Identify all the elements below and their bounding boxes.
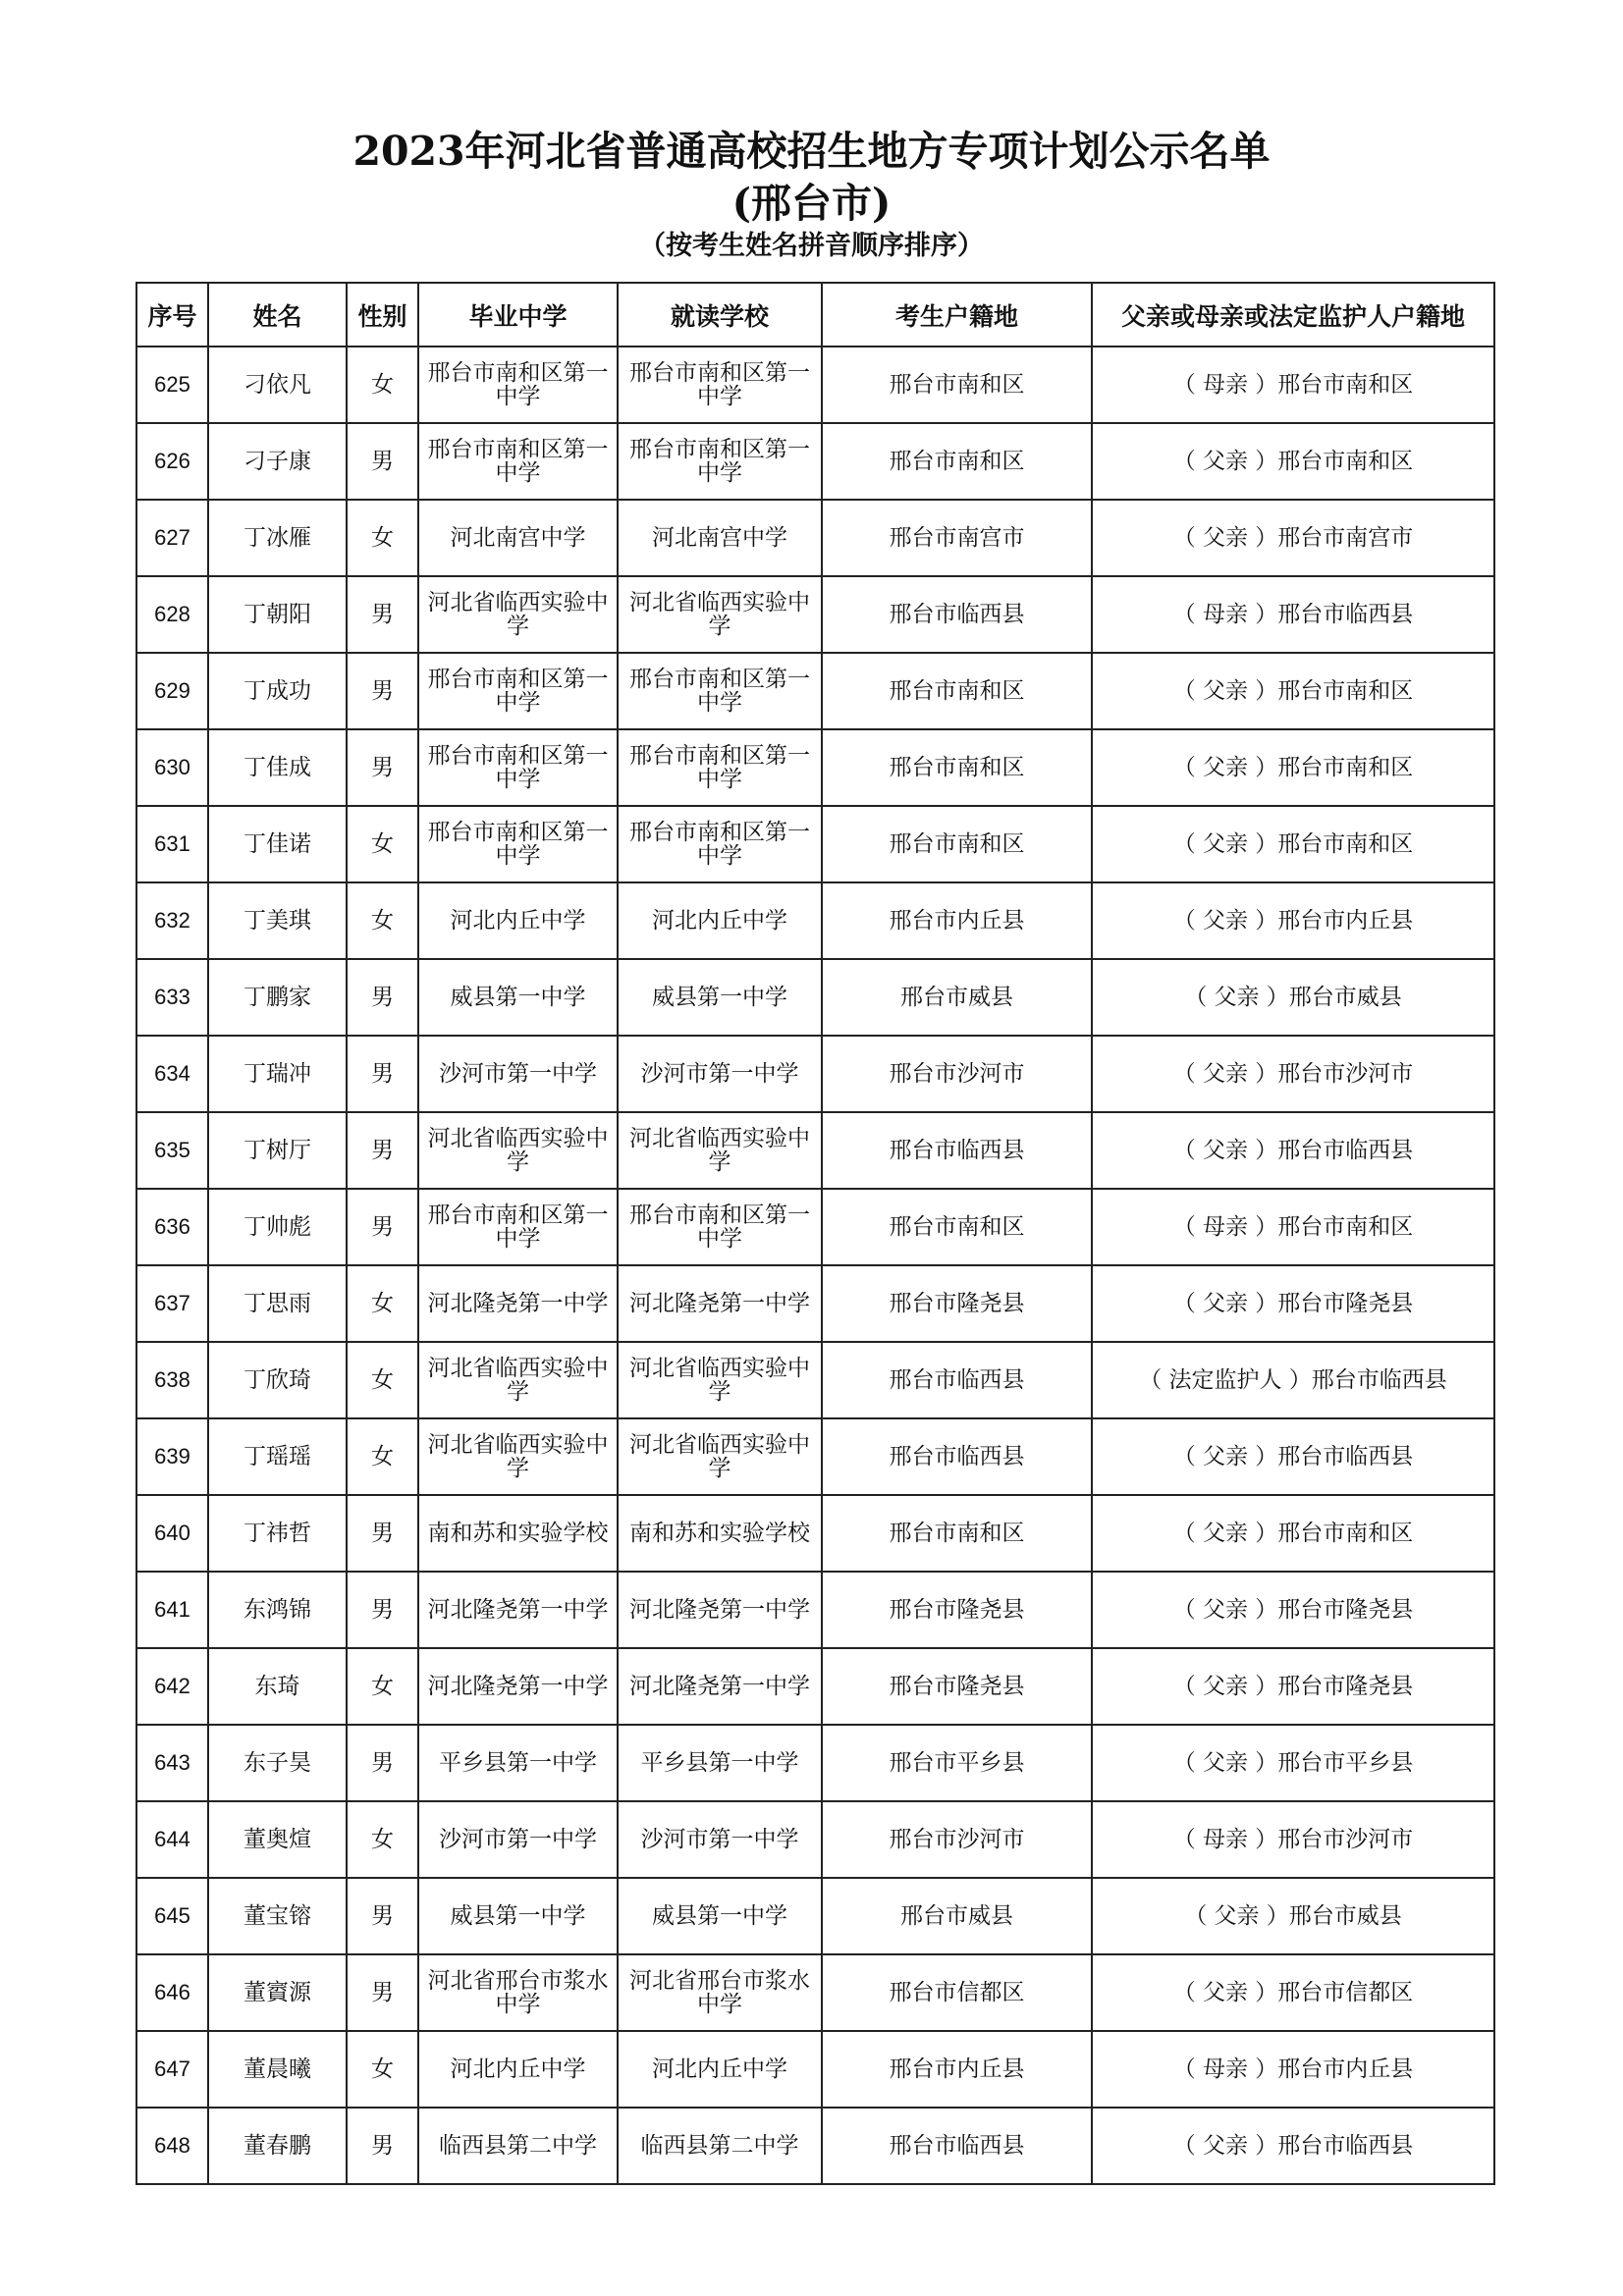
cell-current-school: 邢台市南和区第一中学 bbox=[618, 347, 822, 423]
cell-current-school: 河北省临西实验中学 bbox=[618, 1342, 822, 1418]
cell-guardian: （ 母亲 ）邢台市临西县 bbox=[1092, 576, 1494, 653]
cell-name: 丁鹏家 bbox=[208, 959, 347, 1036]
cell-grad-school: 邢台市南和区第一中学 bbox=[418, 806, 618, 882]
cell-grad-school: 威县第一中学 bbox=[418, 1878, 618, 1954]
cell-hukou: 邢台市南宫市 bbox=[822, 500, 1092, 576]
cell-name: 丁帅彪 bbox=[208, 1189, 347, 1265]
cell-gender: 女 bbox=[347, 1648, 418, 1725]
cell-name: 董春鹏 bbox=[208, 2108, 347, 2184]
cell-hukou: 邢台市临西县 bbox=[822, 1342, 1092, 1418]
cell-guardian: （ 父亲 ）邢台市隆尧县 bbox=[1092, 1648, 1494, 1725]
cell-gender: 男 bbox=[347, 1572, 418, 1648]
cell-current-school: 威县第一中学 bbox=[618, 1878, 822, 1954]
cell-grad-school: 河北省临西实验中学 bbox=[418, 576, 618, 653]
table-row bbox=[136, 1036, 1494, 1112]
table-row bbox=[136, 729, 1494, 806]
table-row bbox=[136, 1648, 1494, 1725]
cell-grad-school: 河北内丘中学 bbox=[418, 882, 618, 959]
cell-no: 639 bbox=[136, 1418, 208, 1495]
cell-grad-school: 南和苏和实验学校 bbox=[418, 1495, 618, 1572]
cell-guardian: （ 父亲 ）邢台市临西县 bbox=[1092, 1418, 1494, 1495]
cell-guardian: （ 父亲 ）邢台市临西县 bbox=[1092, 2108, 1494, 2184]
cell-no: 626 bbox=[136, 423, 208, 500]
cell-grad-school: 河北省邢台市浆水中学 bbox=[418, 1954, 618, 2031]
cell-name: 刁子康 bbox=[208, 423, 347, 500]
cell-guardian: （ 父亲 ）邢台市南和区 bbox=[1092, 806, 1494, 882]
cell-no: 629 bbox=[136, 653, 208, 729]
cell-hukou: 邢台市南和区 bbox=[822, 347, 1092, 423]
cell-grad-school: 沙河市第一中学 bbox=[418, 1036, 618, 1112]
cell-name: 丁祎哲 bbox=[208, 1495, 347, 1572]
cell-current-school: 邢台市南和区第一中学 bbox=[618, 729, 822, 806]
cell-grad-school: 威县第一中学 bbox=[418, 959, 618, 1036]
cell-grad-school: 河北省临西实验中学 bbox=[418, 1112, 618, 1189]
column-header-current-school: 就读学校 bbox=[618, 283, 822, 347]
cell-guardian: （ 母亲 ）邢台市南和区 bbox=[1092, 1189, 1494, 1265]
table-row bbox=[136, 882, 1494, 959]
cell-hukou: 邢台市内丘县 bbox=[822, 882, 1092, 959]
cell-grad-school: 河北内丘中学 bbox=[418, 2031, 618, 2108]
cell-hukou: 邢台市隆尧县 bbox=[822, 1648, 1092, 1725]
cell-guardian: （ 父亲 ）邢台市信都区 bbox=[1092, 1954, 1494, 2031]
cell-grad-school: 河北隆尧第一中学 bbox=[418, 1572, 618, 1648]
cell-name: 丁朝阳 bbox=[208, 576, 347, 653]
table-row bbox=[136, 1112, 1494, 1189]
cell-no: 640 bbox=[136, 1495, 208, 1572]
cell-grad-school: 河北省临西实验中学 bbox=[418, 1418, 618, 1495]
cell-guardian: （ 父亲 ）邢台市南宫市 bbox=[1092, 500, 1494, 576]
cell-gender: 男 bbox=[347, 1112, 418, 1189]
cell-name: 东鸿锦 bbox=[208, 1572, 347, 1648]
cell-name: 丁冰雁 bbox=[208, 500, 347, 576]
cell-gender: 女 bbox=[347, 1342, 418, 1418]
cell-current-school: 沙河市第一中学 bbox=[618, 1036, 822, 1112]
cell-current-school: 河北隆尧第一中学 bbox=[618, 1572, 822, 1648]
cell-hukou: 邢台市南和区 bbox=[822, 1495, 1092, 1572]
cell-name: 丁佳成 bbox=[208, 729, 347, 806]
cell-name: 东子昊 bbox=[208, 1725, 347, 1801]
column-header-hukou: 考生户籍地 bbox=[822, 283, 1092, 347]
table-row bbox=[136, 500, 1494, 576]
cell-current-school: 平乡县第一中学 bbox=[618, 1725, 822, 1801]
cell-no: 641 bbox=[136, 1572, 208, 1648]
table-row bbox=[136, 1801, 1494, 1878]
cell-current-school: 河北内丘中学 bbox=[618, 2031, 822, 2108]
cell-name: 丁瑞冲 bbox=[208, 1036, 347, 1112]
cell-current-school: 河北内丘中学 bbox=[618, 882, 822, 959]
cell-hukou: 邢台市威县 bbox=[822, 1878, 1092, 1954]
cell-guardian: （ 父亲 ）邢台市隆尧县 bbox=[1092, 1572, 1494, 1648]
cell-hukou: 邢台市南和区 bbox=[822, 423, 1092, 500]
cell-guardian: （ 父亲 ）邢台市南和区 bbox=[1092, 653, 1494, 729]
cell-name: 丁树厅 bbox=[208, 1112, 347, 1189]
table-row bbox=[136, 653, 1494, 729]
cell-hukou: 邢台市南和区 bbox=[822, 1189, 1092, 1265]
table-row bbox=[136, 2031, 1494, 2108]
cell-gender: 男 bbox=[347, 729, 418, 806]
cell-current-school: 河北省临西实验中学 bbox=[618, 1112, 822, 1189]
cell-no: 632 bbox=[136, 882, 208, 959]
cell-gender: 男 bbox=[347, 423, 418, 500]
cell-no: 631 bbox=[136, 806, 208, 882]
cell-current-school: 河北隆尧第一中学 bbox=[618, 1648, 822, 1725]
cell-guardian: （ 父亲 ）邢台市平乡县 bbox=[1092, 1725, 1494, 1801]
cell-current-school: 邢台市南和区第一中学 bbox=[618, 1189, 822, 1265]
cell-no: 635 bbox=[136, 1112, 208, 1189]
cell-no: 628 bbox=[136, 576, 208, 653]
cell-current-school: 威县第一中学 bbox=[618, 959, 822, 1036]
cell-hukou: 邢台市临西县 bbox=[822, 2108, 1092, 2184]
cell-gender: 男 bbox=[347, 1189, 418, 1265]
cell-gender: 男 bbox=[347, 1036, 418, 1112]
cell-current-school: 邢台市南和区第一中学 bbox=[618, 806, 822, 882]
roster-body bbox=[136, 347, 1494, 2184]
cell-current-school: 河北隆尧第一中学 bbox=[618, 1265, 822, 1342]
table-row bbox=[136, 806, 1494, 882]
cell-name: 东琦 bbox=[208, 1648, 347, 1725]
cell-guardian: （ 父亲 ）邢台市南和区 bbox=[1092, 729, 1494, 806]
cell-gender: 男 bbox=[347, 653, 418, 729]
table-row bbox=[136, 1954, 1494, 2031]
table-row bbox=[136, 1418, 1494, 1495]
cell-no: 637 bbox=[136, 1265, 208, 1342]
cell-no: 646 bbox=[136, 1954, 208, 2031]
cell-grad-school: 沙河市第一中学 bbox=[418, 1801, 618, 1878]
cell-hukou: 邢台市南和区 bbox=[822, 653, 1092, 729]
cell-current-school: 南和苏和实验学校 bbox=[618, 1495, 822, 1572]
cell-grad-school: 河北南宫中学 bbox=[418, 500, 618, 576]
column-header-gender: 性别 bbox=[347, 283, 418, 347]
cell-guardian: （ 母亲 ）邢台市沙河市 bbox=[1092, 1801, 1494, 1878]
cell-hukou: 邢台市隆尧县 bbox=[822, 1265, 1092, 1342]
cell-hukou: 邢台市临西县 bbox=[822, 1418, 1092, 1495]
page-subtitle: (邢台市) bbox=[731, 180, 892, 227]
cell-hukou: 邢台市南和区 bbox=[822, 806, 1092, 882]
cell-gender: 男 bbox=[347, 1878, 418, 1954]
cell-grad-school: 临西县第二中学 bbox=[418, 2108, 618, 2184]
cell-guardian: （ 父亲 ）邢台市南和区 bbox=[1092, 423, 1494, 500]
cell-gender: 女 bbox=[347, 882, 418, 959]
cell-gender: 女 bbox=[347, 500, 418, 576]
cell-guardian: （ 父亲 ）邢台市威县 bbox=[1092, 959, 1494, 1036]
cell-hukou: 邢台市信都区 bbox=[822, 1954, 1092, 2031]
cell-gender: 女 bbox=[347, 2031, 418, 2108]
cell-hukou: 邢台市内丘县 bbox=[822, 2031, 1092, 2108]
cell-no: 644 bbox=[136, 1801, 208, 1878]
cell-hukou: 邢台市隆尧县 bbox=[822, 1572, 1092, 1648]
cell-gender: 男 bbox=[347, 1725, 418, 1801]
cell-hukou: 邢台市临西县 bbox=[822, 1112, 1092, 1189]
cell-no: 636 bbox=[136, 1189, 208, 1265]
table-row bbox=[136, 2108, 1494, 2184]
cell-name: 董宝镕 bbox=[208, 1878, 347, 1954]
cell-guardian: （ 父亲 ）邢台市内丘县 bbox=[1092, 882, 1494, 959]
cell-grad-school: 河北省临西实验中学 bbox=[418, 1342, 618, 1418]
cell-name: 丁佳诺 bbox=[208, 806, 347, 882]
cell-gender: 女 bbox=[347, 1265, 418, 1342]
cell-hukou: 邢台市沙河市 bbox=[822, 1036, 1092, 1112]
cell-current-school: 河北省邢台市浆水中学 bbox=[618, 1954, 822, 2031]
table-row bbox=[136, 423, 1494, 500]
table-row bbox=[136, 1189, 1494, 1265]
cell-grad-school: 邢台市南和区第一中学 bbox=[418, 729, 618, 806]
cell-current-school: 邢台市南和区第一中学 bbox=[618, 653, 822, 729]
cell-name: 董奥煊 bbox=[208, 1801, 347, 1878]
roster-table bbox=[135, 282, 1495, 2185]
cell-no: 647 bbox=[136, 2031, 208, 2108]
cell-hukou: 邢台市沙河市 bbox=[822, 1801, 1092, 1878]
cell-grad-school: 平乡县第一中学 bbox=[418, 1725, 618, 1801]
cell-current-school: 河北省临西实验中学 bbox=[618, 1418, 822, 1495]
table-row bbox=[136, 1265, 1494, 1342]
cell-guardian: （ 母亲 ）邢台市南和区 bbox=[1092, 347, 1494, 423]
table-row bbox=[136, 1342, 1494, 1418]
page-title: 2023年河北省普通高校招生地方专项计划公示名单 bbox=[352, 128, 1271, 175]
cell-no: 638 bbox=[136, 1342, 208, 1418]
cell-hukou: 邢台市平乡县 bbox=[822, 1725, 1092, 1801]
cell-grad-school: 邢台市南和区第一中学 bbox=[418, 653, 618, 729]
cell-name: 丁美琪 bbox=[208, 882, 347, 959]
cell-hukou: 邢台市南和区 bbox=[822, 729, 1092, 806]
cell-gender: 男 bbox=[347, 576, 418, 653]
header-row bbox=[136, 283, 1494, 347]
cell-current-school: 邢台市南和区第一中学 bbox=[618, 423, 822, 500]
table-row bbox=[136, 576, 1494, 653]
cell-no: 645 bbox=[136, 1878, 208, 1954]
cell-name: 丁瑶瑶 bbox=[208, 1418, 347, 1495]
cell-grad-school: 邢台市南和区第一中学 bbox=[418, 347, 618, 423]
column-header-grad-school: 毕业中学 bbox=[418, 283, 618, 347]
cell-no: 633 bbox=[136, 959, 208, 1036]
table-row bbox=[136, 959, 1494, 1036]
table-row bbox=[136, 347, 1494, 423]
cell-current-school: 河北省临西实验中学 bbox=[618, 576, 822, 653]
cell-name: 丁欣琦 bbox=[208, 1342, 347, 1418]
cell-no: 634 bbox=[136, 1036, 208, 1112]
sort-note: （按考生姓名拼音顺序排序） bbox=[639, 231, 984, 261]
cell-hukou: 邢台市临西县 bbox=[822, 576, 1092, 653]
cell-guardian: （ 母亲 ）邢台市内丘县 bbox=[1092, 2031, 1494, 2108]
table-row bbox=[136, 1725, 1494, 1801]
cell-gender: 男 bbox=[347, 959, 418, 1036]
cell-no: 627 bbox=[136, 500, 208, 576]
cell-grad-school: 河北隆尧第一中学 bbox=[418, 1265, 618, 1342]
cell-gender: 男 bbox=[347, 2108, 418, 2184]
cell-guardian: （ 法定监护人 ）邢台市临西县 bbox=[1092, 1342, 1494, 1418]
column-header-name: 姓名 bbox=[208, 283, 347, 347]
cell-gender: 男 bbox=[347, 1954, 418, 2031]
cell-gender: 女 bbox=[347, 347, 418, 423]
cell-guardian: （ 父亲 ）邢台市沙河市 bbox=[1092, 1036, 1494, 1112]
cell-current-school: 沙河市第一中学 bbox=[618, 1801, 822, 1878]
cell-guardian: （ 父亲 ）邢台市威县 bbox=[1092, 1878, 1494, 1954]
cell-gender: 女 bbox=[347, 1418, 418, 1495]
cell-guardian: （ 父亲 ）邢台市隆尧县 bbox=[1092, 1265, 1494, 1342]
cell-grad-school: 邢台市南和区第一中学 bbox=[418, 1189, 618, 1265]
cell-no: 643 bbox=[136, 1725, 208, 1801]
table-row bbox=[136, 1495, 1494, 1572]
column-header-no: 序号 bbox=[136, 283, 208, 347]
cell-grad-school: 邢台市南和区第一中学 bbox=[418, 423, 618, 500]
cell-gender: 女 bbox=[347, 1801, 418, 1878]
table-row bbox=[136, 1572, 1494, 1648]
cell-no: 630 bbox=[136, 729, 208, 806]
cell-name: 丁成功 bbox=[208, 653, 347, 729]
cell-no: 648 bbox=[136, 2108, 208, 2184]
cell-name: 丁思雨 bbox=[208, 1265, 347, 1342]
cell-current-school: 河北南宫中学 bbox=[618, 500, 822, 576]
cell-current-school: 临西县第二中学 bbox=[618, 2108, 822, 2184]
cell-name: 董晨曦 bbox=[208, 2031, 347, 2108]
cell-hukou: 邢台市威县 bbox=[822, 959, 1092, 1036]
column-header-guardian: 父亲或母亲或法定监护人户籍地 bbox=[1092, 283, 1494, 347]
cell-guardian: （ 父亲 ）邢台市临西县 bbox=[1092, 1112, 1494, 1189]
cell-no: 642 bbox=[136, 1648, 208, 1725]
cell-grad-school: 河北隆尧第一中学 bbox=[418, 1648, 618, 1725]
cell-gender: 男 bbox=[347, 1495, 418, 1572]
cell-guardian: （ 父亲 ）邢台市南和区 bbox=[1092, 1495, 1494, 1572]
cell-name: 董賨源 bbox=[208, 1954, 347, 2031]
cell-name: 刁依凡 bbox=[208, 347, 347, 423]
cell-gender: 女 bbox=[347, 806, 418, 882]
cell-no: 625 bbox=[136, 347, 208, 423]
table-row bbox=[136, 1878, 1494, 1954]
